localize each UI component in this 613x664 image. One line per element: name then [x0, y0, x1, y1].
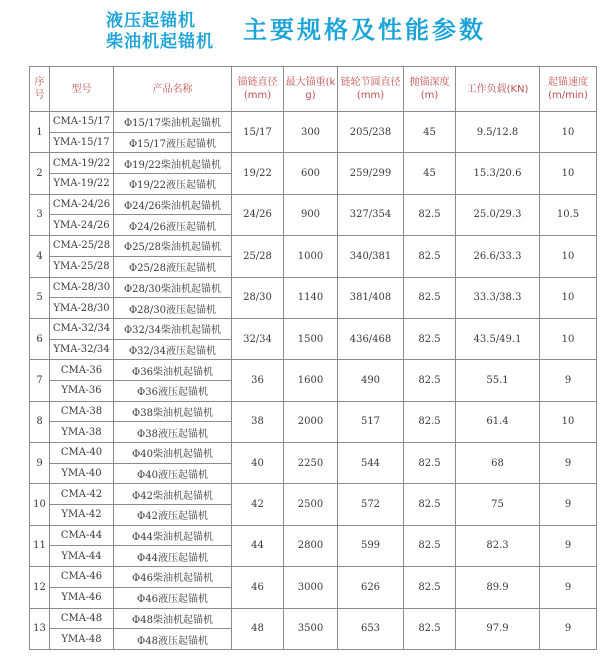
cell-model: YMA-42: [50, 505, 114, 526]
cell-product-name: Φ40柴油机起锚机: [114, 443, 232, 464]
cell-product-name: Φ32/34柴油机起锚机: [114, 318, 232, 339]
cell-chain-diameter: 36: [232, 360, 284, 401]
cell-seq: 5: [30, 277, 50, 318]
cell-model: CMA-38: [50, 401, 114, 422]
cell-max-anchor-weight: 1600: [284, 360, 338, 401]
cell-lifting-speed: 9: [540, 443, 597, 484]
cell-lifting-speed: 9: [540, 525, 597, 566]
cell-max-anchor-weight: 2000: [284, 401, 338, 442]
cell-seq: 3: [30, 194, 50, 235]
cell-wheel-diameter: 599: [338, 525, 404, 566]
cell-model: CMA-24/26: [50, 194, 114, 215]
cell-chain-diameter: 40: [232, 443, 284, 484]
header-wheel-diameter: 链轮节圆直径(mm): [338, 67, 404, 112]
table-row: [30, 608, 597, 629]
cell-product-name: Φ46液压起锚机: [114, 587, 232, 608]
table-row: [30, 112, 597, 133]
cell-model: CMA-19/22: [50, 153, 114, 174]
table-row: [30, 236, 597, 257]
cell-anchor-depth: 82.5: [404, 236, 456, 277]
cell-product-name: Φ40液压起锚机: [114, 463, 232, 484]
cell-seq: 6: [30, 318, 50, 359]
cell-seq: 7: [30, 360, 50, 401]
cell-model: CMA-44: [50, 525, 114, 546]
cell-working-load: 43.5/49.1: [456, 318, 540, 359]
cell-working-load: 75: [456, 484, 540, 525]
cell-max-anchor-weight: 2250: [284, 443, 338, 484]
cell-product-name: Φ36柴油机起锚机: [114, 360, 232, 381]
cell-working-load: 25.0/29.3: [456, 194, 540, 235]
table-row: [30, 443, 597, 464]
cell-max-anchor-weight: 2500: [284, 484, 338, 525]
cell-seq: 11: [30, 525, 50, 566]
cell-max-anchor-weight: 900: [284, 194, 338, 235]
cell-model: CMA-48: [50, 608, 114, 629]
cell-model: CMA-25/28: [50, 236, 114, 257]
cell-seq: 12: [30, 567, 50, 608]
cell-wheel-diameter: 340/381: [338, 236, 404, 277]
cell-seq: 10: [30, 484, 50, 525]
cell-working-load: 68: [456, 443, 540, 484]
cell-working-load: 82.3: [456, 525, 540, 566]
cell-product-name: Φ32/34液压起锚机: [114, 339, 232, 360]
cell-max-anchor-weight: 300: [284, 112, 338, 153]
cell-product-name: Φ25/28柴油机起锚机: [114, 236, 232, 257]
cell-product-name: Φ44柴油机起锚机: [114, 525, 232, 546]
cell-product-name: Φ15/17液压起锚机: [114, 132, 232, 153]
header-working-load: 工作负载(KN): [456, 67, 540, 112]
cell-wheel-diameter: 205/238: [338, 112, 404, 153]
cell-chain-diameter: 15/17: [232, 112, 284, 153]
cell-lifting-speed: 10: [540, 153, 597, 194]
header-chain-diameter: 锚链直径(mm): [232, 67, 284, 112]
cell-lifting-speed: 10: [540, 236, 597, 277]
cell-product-name: Φ48柴油机起锚机: [114, 608, 232, 629]
cell-chain-diameter: 46: [232, 567, 284, 608]
cell-anchor-depth: 82.5: [404, 277, 456, 318]
cell-product-name: Φ48液压起锚机: [114, 629, 232, 650]
subtitle-diesel-windlass: 柴油机起锚机: [106, 32, 214, 52]
cell-chain-diameter: 25/28: [232, 236, 284, 277]
cell-model: CMA-28/30: [50, 277, 114, 298]
cell-chain-diameter: 24/26: [232, 194, 284, 235]
cell-product-name: Φ38柴油机起锚机: [114, 401, 232, 422]
cell-max-anchor-weight: 1000: [284, 236, 338, 277]
cell-working-load: 61.4: [456, 401, 540, 442]
cell-wheel-diameter: 490: [338, 360, 404, 401]
cell-model: YMA-32/34: [50, 339, 114, 360]
cell-model: YMA-46: [50, 587, 114, 608]
cell-max-anchor-weight: 2800: [284, 525, 338, 566]
cell-product-name: Φ44液压起锚机: [114, 546, 232, 567]
table-row: [30, 318, 597, 339]
header-model: 型号: [50, 67, 114, 112]
cell-anchor-depth: 82.5: [404, 484, 456, 525]
cell-product-name: Φ19/22柴油机起锚机: [114, 153, 232, 174]
cell-anchor-depth: 82.5: [404, 318, 456, 359]
cell-lifting-speed: 9: [540, 484, 597, 525]
cell-model: YMA-36: [50, 380, 114, 401]
cell-product-name: Φ24/26液压起锚机: [114, 215, 232, 236]
header-lifting-speed: 起锚速度(m/min): [540, 67, 597, 112]
cell-product-name: Φ42液压起锚机: [114, 505, 232, 526]
cell-seq: 13: [30, 608, 50, 649]
cell-product-name: Φ19/22液压起锚机: [114, 174, 232, 195]
table-row: [30, 194, 597, 215]
cell-anchor-depth: 82.5: [404, 567, 456, 608]
cell-wheel-diameter: 381/408: [338, 277, 404, 318]
cell-model: YMA-15/17: [50, 132, 114, 153]
cell-model: YMA-44: [50, 546, 114, 567]
cell-working-load: 9.5/12.8: [456, 112, 540, 153]
table-row: [30, 567, 597, 588]
cell-chain-diameter: 48: [232, 608, 284, 649]
cell-product-name: Φ28/30液压起锚机: [114, 298, 232, 319]
cell-wheel-diameter: 259/299: [338, 153, 404, 194]
cell-anchor-depth: 45: [404, 112, 456, 153]
table-row: [30, 360, 597, 381]
cell-lifting-speed: 9: [540, 360, 597, 401]
header-anchor-depth: 抛锚深度(m): [404, 67, 456, 112]
cell-seq: 1: [30, 112, 50, 153]
cell-product-name: Φ38液压起锚机: [114, 422, 232, 443]
table-header-row: [30, 67, 597, 112]
table-row: [30, 525, 597, 546]
cell-product-name: Φ36液压起锚机: [114, 380, 232, 401]
cell-seq: 2: [30, 153, 50, 194]
header-seq: 序号: [30, 67, 50, 112]
cell-working-load: 55.1: [456, 360, 540, 401]
cell-wheel-diameter: 572: [338, 484, 404, 525]
cell-product-name: Φ15/17柴油机起锚机: [114, 112, 232, 133]
cell-chain-diameter: 19/22: [232, 153, 284, 194]
cell-working-load: 15.3/20.6: [456, 153, 540, 194]
cell-max-anchor-weight: 3500: [284, 608, 338, 649]
page-header: [0, 0, 613, 60]
cell-chain-diameter: 32/34: [232, 318, 284, 359]
header-max-anchor-weight: 最大锚重(kg): [284, 67, 338, 112]
cell-model: CMA-42: [50, 484, 114, 505]
cell-lifting-speed: 9: [540, 567, 597, 608]
cell-lifting-speed: 10.5: [540, 194, 597, 235]
table-row: [30, 401, 597, 422]
cell-working-load: 97.9: [456, 608, 540, 649]
cell-wheel-diameter: 327/354: [338, 194, 404, 235]
cell-anchor-depth: 82.5: [404, 401, 456, 442]
cell-product-name: Φ42柴油机起锚机: [114, 484, 232, 505]
cell-chain-diameter: 38: [232, 401, 284, 442]
cell-wheel-diameter: 653: [338, 608, 404, 649]
cell-model: YMA-48: [50, 629, 114, 650]
cell-model: YMA-28/30: [50, 298, 114, 319]
cell-anchor-depth: 82.5: [404, 525, 456, 566]
cell-working-load: 89.9: [456, 567, 540, 608]
cell-wheel-diameter: 544: [338, 443, 404, 484]
spec-table-body: [30, 112, 597, 650]
cell-wheel-diameter: 517: [338, 401, 404, 442]
cell-lifting-speed: 10: [540, 112, 597, 153]
cell-model: CMA-46: [50, 567, 114, 588]
cell-chain-diameter: 44: [232, 525, 284, 566]
cell-lifting-speed: 10: [540, 318, 597, 359]
cell-max-anchor-weight: 1500: [284, 318, 338, 359]
table-row: [30, 277, 597, 298]
cell-wheel-diameter: 626: [338, 567, 404, 608]
cell-anchor-depth: 82.5: [404, 194, 456, 235]
subtitle-hydraulic-windlass: 液压起锚机: [106, 11, 196, 31]
cell-working-load: 33.3/38.3: [456, 277, 540, 318]
table-row: [30, 153, 597, 174]
cell-anchor-depth: 82.5: [404, 608, 456, 649]
cell-anchor-depth: 82.5: [404, 360, 456, 401]
cell-anchor-depth: 45: [404, 153, 456, 194]
cell-product-name: Φ46柴油机起锚机: [114, 567, 232, 588]
cell-chain-diameter: 28/30: [232, 277, 284, 318]
cell-lifting-speed: 9: [540, 608, 597, 649]
cell-model: CMA-36: [50, 360, 114, 381]
cell-model: CMA-15/17: [50, 112, 114, 133]
spec-table: [29, 66, 597, 650]
cell-max-anchor-weight: 1140: [284, 277, 338, 318]
cell-max-anchor-weight: 3000: [284, 567, 338, 608]
cell-seq: 8: [30, 401, 50, 442]
cell-chain-diameter: 42: [232, 484, 284, 525]
page-title: 主要规格及性能参数: [243, 16, 486, 44]
cell-lifting-speed: 10: [540, 401, 597, 442]
cell-model: YMA-40: [50, 463, 114, 484]
table-row: [30, 484, 597, 505]
cell-working-load: 26.6/33.3: [456, 236, 540, 277]
cell-model: YMA-24/26: [50, 215, 114, 236]
cell-wheel-diameter: 436/468: [338, 318, 404, 359]
cell-model: YMA-38: [50, 422, 114, 443]
cell-product-name: Φ25/28液压起锚机: [114, 256, 232, 277]
cell-seq: 4: [30, 236, 50, 277]
cell-anchor-depth: 82.5: [404, 443, 456, 484]
cell-model: YMA-25/28: [50, 256, 114, 277]
cell-model: CMA-32/34: [50, 318, 114, 339]
cell-lifting-speed: 10: [540, 277, 597, 318]
cell-seq: 9: [30, 443, 50, 484]
cell-max-anchor-weight: 600: [284, 153, 338, 194]
cell-model: CMA-40: [50, 443, 114, 464]
header-product-name: 产品名称: [114, 67, 232, 112]
cell-product-name: Φ28/30柴油机起锚机: [114, 277, 232, 298]
cell-product-name: Φ24/26柴油机起锚机: [114, 194, 232, 215]
cell-model: YMA-19/22: [50, 174, 114, 195]
